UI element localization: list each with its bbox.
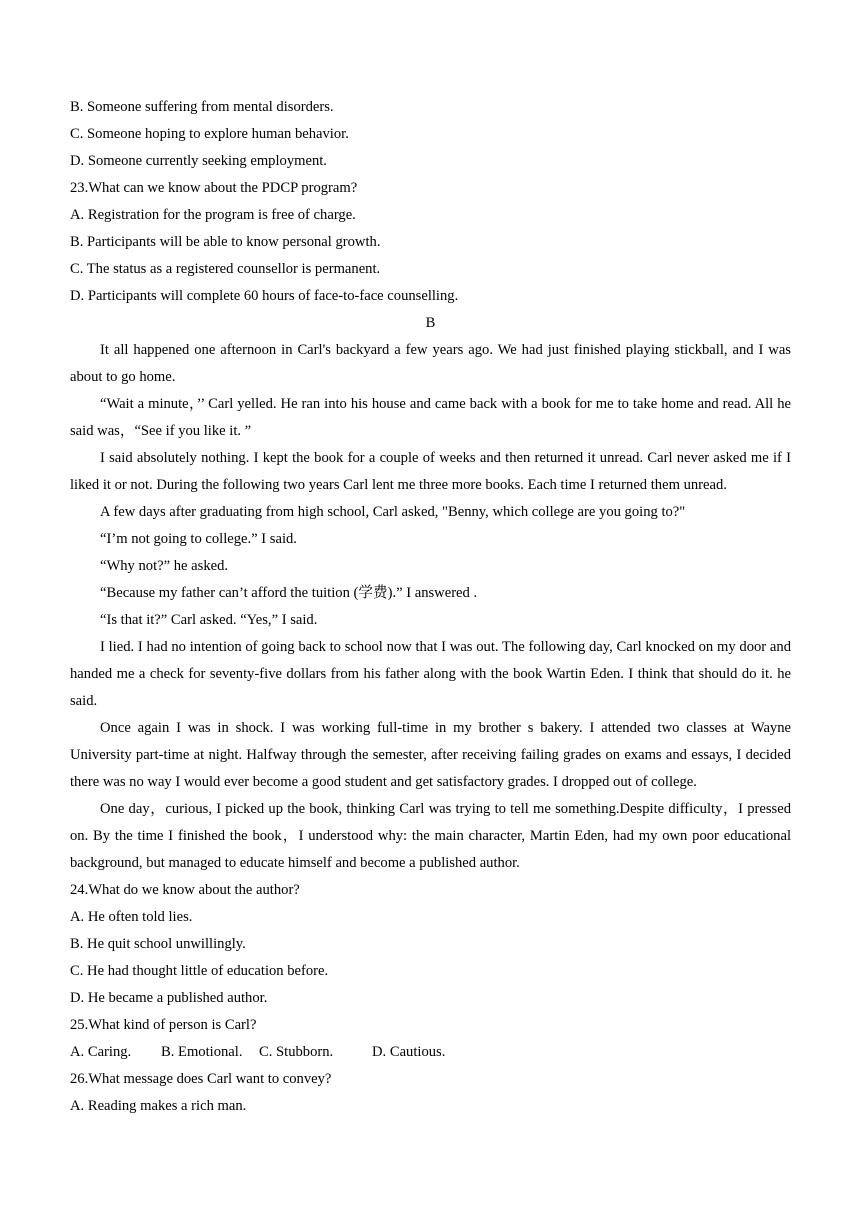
- passage-paragraph: I lied. I had no intention of going back to school now that I was out. The following day, Carl knocked on my door and handed me a check for seventy-five dollars from his father along with the book Wartin Eden. I think that should do it. he said.: [70, 639, 791, 709]
- option-23c: C. The status as a registered counsellor is permanent.: [70, 261, 381, 277]
- option-23a: A. Registration for the program is free of charge.: [70, 207, 356, 223]
- passage-paragraph: “Wait a minute，’’ Carl yelled. He ran into his house and came back with a book for me to take home and read. All he said was，“See if you like it. ”: [70, 396, 791, 439]
- question-23: 23.What can we know about the PDCP program?: [70, 180, 358, 196]
- passage-paragraph: “Is that it?” Carl asked. “Yes,” I said.: [100, 612, 318, 628]
- option-25d: D. Cautious.: [372, 1044, 446, 1060]
- option-22b: B. Someone suffering from mental disorders.: [70, 99, 334, 115]
- option-23b: B. Participants will be able to know personal growth.: [70, 234, 381, 250]
- passage-paragraph: One day，curious, I picked up the book, thinking Carl was trying to tell me something.Despite difficulty，I pressed on. By the time I finished the book，I understood why: the main character, Martin Eden, had my own poor educational background, but managed to educate himself and become a published author.: [70, 801, 791, 871]
- option-25c: C. Stubborn.: [259, 1044, 334, 1060]
- passage-paragraph: Once again I was in shock. I was working full-time in my brother s bakery. I attended two classes at Wayne University part-time at night. Halfway through the semester, after receiving failing grades on exams and essays, I decided there was no way I would ever become a good student and get satisfactory grades. I dropped out of college.: [70, 720, 791, 790]
- option-24c: C. He had thought little of education before.: [70, 963, 329, 979]
- question-25: 25.What kind of person is Carl?: [70, 1017, 257, 1033]
- passage-paragraph: “I’m not going to college.” I said.: [100, 531, 297, 547]
- options-25: [70, 1039, 791, 1066]
- option-22c: C. Someone hoping to explore human behavior.: [70, 126, 349, 142]
- option-23d: D. Participants will complete 60 hours of face-to-face counselling.: [70, 288, 459, 304]
- passage-paragraph: A few days after graduating from high school, Carl asked, "Benny, which college are you going to?": [100, 504, 686, 520]
- option-24a: A. He often told lies.: [70, 909, 193, 925]
- passage-paragraph: I said absolutely nothing. I kept the book for a couple of weeks and then returned it unread. Carl never asked me if I liked it or not. During the following two years Carl lent me three more books. Each time I returned them unread.: [70, 450, 791, 493]
- passage-paragraph: “Because my father can’t afford the tuition (学费).” I answered .: [100, 585, 478, 601]
- option-26a: A. Reading makes a rich man.: [70, 1098, 247, 1114]
- document-page: [70, 94, 791, 1120]
- question-24: 24.What do we know about the author?: [70, 882, 300, 898]
- passage-paragraph: It all happened one afternoon in Carl's backyard a few years ago. We had just finished playing stickball, and I was about to go home.: [70, 342, 791, 385]
- option-24d: D. He became a published author.: [70, 990, 268, 1006]
- passage-paragraph: “Why not?” he asked.: [100, 558, 229, 574]
- option-24b: B. He quit school unwillingly.: [70, 936, 246, 952]
- question-26: 26.What message does Carl want to convey?: [70, 1071, 332, 1087]
- option-25a: A. Caring.: [70, 1044, 132, 1060]
- option-25b: B. Emotional.: [161, 1044, 243, 1060]
- section-heading-b: B: [425, 315, 436, 331]
- option-22d: D. Someone currently seeking employment.: [70, 153, 327, 169]
